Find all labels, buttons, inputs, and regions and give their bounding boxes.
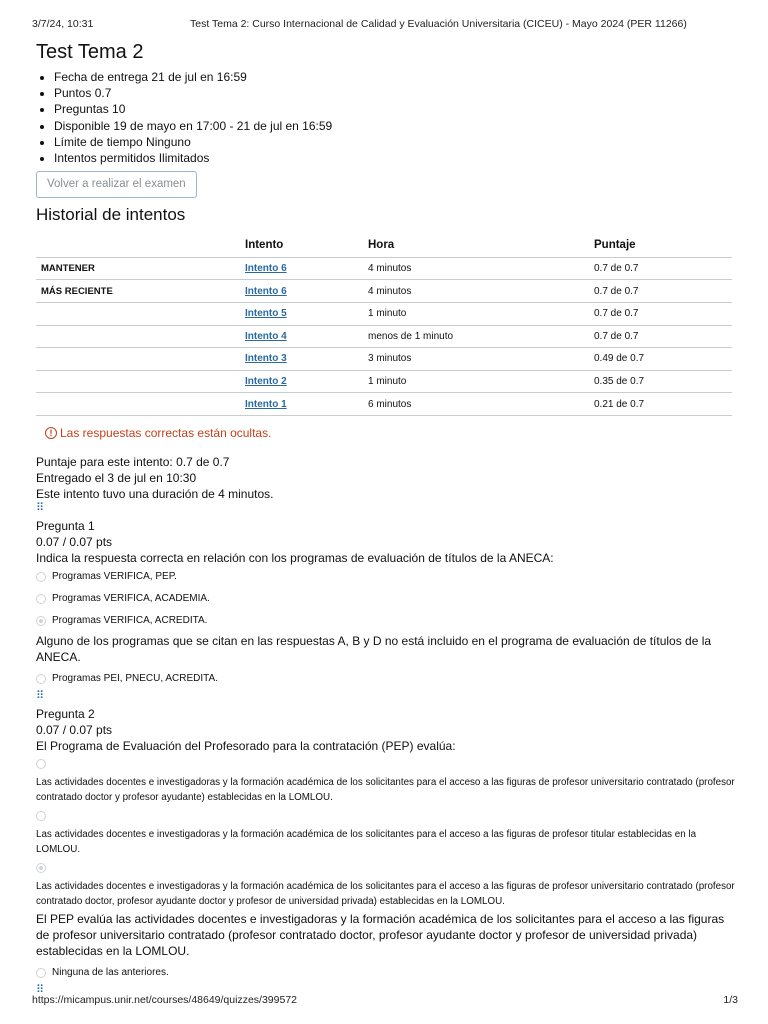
table-row xyxy=(36,257,732,280)
table-row xyxy=(36,302,732,325)
row-tag xyxy=(36,393,245,416)
attempt-link[interactable]: Intento 4 xyxy=(245,330,287,342)
question-1 xyxy=(36,518,736,705)
detail-time-limit: • Límite de tiempo Ninguno xyxy=(54,134,736,150)
row-tag xyxy=(36,325,245,348)
attempt-link[interactable]: Intento 6 xyxy=(245,285,287,297)
row-tag: MÁS RECIENTE xyxy=(36,280,245,303)
row-tag xyxy=(36,370,245,393)
table-row xyxy=(36,280,732,303)
answer-label: Ninguna de las anteriores. xyxy=(52,967,169,979)
answer-label: Programas PEI, PNECU, ACREDITA. xyxy=(52,673,218,685)
attempt-link[interactable]: Intento 2 xyxy=(245,375,287,387)
warning-icon: ! xyxy=(45,427,57,439)
answer-option-selected[interactable] xyxy=(36,610,736,632)
attempt-summary xyxy=(36,454,736,517)
print-page-number: 1/3 xyxy=(723,994,738,1006)
retake-quiz-button[interactable]: Volver a realizar el examen xyxy=(36,171,197,198)
attempt-score-text: Puntaje para este intento: 0.7 de 0.7 xyxy=(36,454,230,469)
attempt-duration-text: Este intento tuvo una duración de 4 minutos. xyxy=(36,486,274,501)
print-url: https://micampus.unir.net/courses/48649/quizzes/399572 xyxy=(32,994,297,1006)
attempt-score: 0.21 de 0.7 xyxy=(594,393,732,416)
attempt-link[interactable]: Intento 6 xyxy=(245,263,287,275)
attempt-submitted-text: Entregado el 3 de jul en 10:30 xyxy=(36,470,197,485)
question-number: Pregunta 2 xyxy=(36,706,95,721)
answer-label: Programas VERIFICA, PEP. xyxy=(52,571,177,583)
answer-option[interactable] xyxy=(36,759,736,806)
hidden-answers-alert xyxy=(36,426,736,440)
answer-option-selected[interactable] xyxy=(36,863,736,910)
radio-button-selected[interactable] xyxy=(36,616,46,626)
table-row xyxy=(36,393,732,416)
attempt-link[interactable]: Intento 5 xyxy=(245,308,287,320)
column-header-time: Hora xyxy=(368,233,594,257)
history-title: Historial de intentos xyxy=(36,205,186,225)
radio-button[interactable] xyxy=(36,968,46,978)
question-2 xyxy=(36,706,736,999)
radio-button-selected[interactable] xyxy=(36,863,46,873)
column-header-score: Puntaje xyxy=(594,233,732,257)
question-number: Pregunta 1 xyxy=(36,518,95,533)
column-header-attempt: Intento xyxy=(245,233,368,257)
answer-option[interactable] xyxy=(36,566,736,588)
detail-due-date: • Fecha de entrega 21 de jul en 16:59 xyxy=(54,69,736,85)
attempt-link[interactable]: Intento 1 xyxy=(245,398,287,410)
page-title: Test Tema 2 xyxy=(36,41,144,63)
attempt-link[interactable]: Intento 3 xyxy=(245,353,287,365)
answer-option[interactable] xyxy=(36,588,736,610)
attempt-score: 0.35 de 0.7 xyxy=(594,370,732,393)
table-row xyxy=(36,325,732,348)
detail-attempts-allowed: • Intentos permitidos Ilimitados xyxy=(54,150,736,166)
detail-available: • Disponible 19 de mayo en 17:00 - 21 de jul en 16:59 xyxy=(54,118,736,134)
quiz-content xyxy=(36,38,736,999)
attempt-score: 0.7 de 0.7 xyxy=(594,280,732,303)
drag-handle-icon: ⠿ xyxy=(36,501,44,514)
attempt-history-table xyxy=(36,233,732,416)
answer-label: Programas VERIFICA, ACREDITA. xyxy=(52,615,208,627)
print-header xyxy=(32,18,736,32)
answer-label: Programas VERIFICA, ACADEMIA. xyxy=(52,593,210,605)
attempt-score: 0.7 de 0.7 xyxy=(594,257,732,280)
radio-button[interactable] xyxy=(36,811,46,821)
print-datetime: 3/7/24, 10:31 xyxy=(32,18,94,30)
answer-label: Las actividades docentes e investigadoras y la formación académica de los solicitantes para el acceso a las figuras de profesor universitario contratado (profesor contratado doctor y profesor ayudante) establecidas en la LOMLOU. xyxy=(36,776,735,804)
drag-handle-icon: ⠿ xyxy=(36,983,44,996)
alert-text: Las respuestas correctas están ocultas. xyxy=(60,425,272,440)
question-points: 0.07 / 0.07 pts xyxy=(36,534,113,549)
radio-button[interactable] xyxy=(36,594,46,604)
quiz-details-list xyxy=(36,69,736,166)
radio-button[interactable] xyxy=(36,674,46,684)
attempt-time: 4 minutos xyxy=(368,257,594,280)
answer-comment: El PEP evalúa las actividades docentes e investigadoras y la formación académica de los solicitantes para el acceso a las figuras de profesor universitario contratado (profesor contratado doctor, profesor ayudante doctor y profesor de universidad privada) establecidas en la LOMLOU. xyxy=(36,911,725,958)
row-tag: MANTENER xyxy=(36,257,245,280)
question-text: El Programa de Evaluación del Profesorado para la contratación (PEP) evalúa: xyxy=(36,738,456,753)
attempt-score: 0.49 de 0.7 xyxy=(594,348,732,371)
answer-option[interactable] xyxy=(36,811,736,858)
answer-label: Las actividades docentes e investigadoras y la formación académica de los solicitantes para el acceso a las figuras de profesor titular establecidas en la LOMLOU. xyxy=(36,828,697,856)
answer-comment: Alguno de los programas que se citan en las respuestas A, B y D no está incluido en el programa de evaluación de títulos de la ANECA. xyxy=(36,633,712,664)
drag-handle-icon: ⠿ xyxy=(36,689,44,702)
question-text: Indica la respuesta correcta en relación con los programas de evaluación de títulos de la ANECA: xyxy=(36,550,554,565)
table-row xyxy=(36,370,732,393)
attempt-time: 3 minutos xyxy=(368,348,594,371)
table-header-row xyxy=(36,233,732,257)
answer-option[interactable] xyxy=(36,668,736,690)
detail-points: • Puntos 0.7 xyxy=(54,85,736,101)
attempt-score: 0.7 de 0.7 xyxy=(594,325,732,348)
detail-questions: • Preguntas 10 xyxy=(54,101,736,117)
print-footer xyxy=(32,994,738,1008)
table-row xyxy=(36,348,732,371)
attempt-time: menos de 1 minuto xyxy=(368,325,594,348)
attempt-time: 1 minuto xyxy=(368,302,594,325)
answer-label: Las actividades docentes e investigadoras y la formación académica de los solicitantes para el acceso a las figuras de profesor universitario contratado (profesor contratado doctor, profesor ayudante doctor y profesor de universidad privada) establecidas en la LOMLOU. xyxy=(36,880,735,908)
question-points: 0.07 / 0.07 pts xyxy=(36,722,113,737)
attempt-score: 0.7 de 0.7 xyxy=(594,302,732,325)
radio-button[interactable] xyxy=(36,572,46,582)
radio-button[interactable] xyxy=(36,759,46,769)
row-tag xyxy=(36,302,245,325)
row-tag xyxy=(36,348,245,371)
attempt-time: 4 minutos xyxy=(368,280,594,303)
print-doc-title: Test Tema 2: Curso Internacional de Calidad y Evaluación Universitaria (CICEU) - Mayo 2024 (PER 11266) xyxy=(190,18,687,30)
column-header-tag xyxy=(36,233,245,257)
answer-option[interactable] xyxy=(36,962,736,984)
attempt-time: 1 minuto xyxy=(368,370,594,393)
attempt-time: 6 minutos xyxy=(368,393,594,416)
